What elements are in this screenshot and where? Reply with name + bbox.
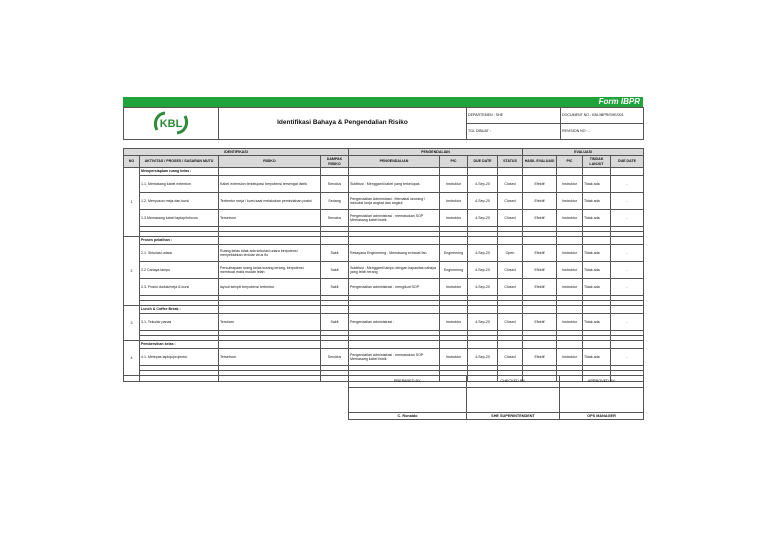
hasil-evaluasi-cell: Efektif <box>523 176 557 193</box>
blank-cell <box>583 237 611 245</box>
dampak-cell: Serodus <box>321 349 349 366</box>
status-cell: Open <box>498 245 523 262</box>
risiko-cell: Terbentur meja / kursi saat melakukan pemindahan posisi <box>219 193 321 210</box>
blank-cell <box>349 306 440 314</box>
table-row <box>124 279 644 296</box>
dampak-cell: Sakit <box>321 262 349 279</box>
pic-evaluasi-cell: Instruktur <box>557 193 583 210</box>
blank-cell <box>219 237 321 245</box>
blank-cell <box>140 376 219 382</box>
departemen-field: DEPARTEMEN : SHE <box>467 108 561 124</box>
pic-evaluasi-cell: Instruktur <box>557 279 583 296</box>
pic-evaluasi-cell: Instruktur <box>557 176 583 193</box>
status-cell: Closed <box>498 314 523 331</box>
aktivitas-cell: 1.1. Memasang kabel extention <box>140 176 219 193</box>
due-date-cell: 4-Sep-20 <box>468 176 498 193</box>
prepared-by-label: PREPARED BY, <box>349 376 467 388</box>
col-header-no: NO <box>124 156 140 168</box>
blank-cell <box>440 237 468 245</box>
pic-cell: Instruktur <box>440 193 468 210</box>
hasil-evaluasi-cell: Efektif <box>523 193 557 210</box>
pic-cell: Instruktur <box>440 210 468 227</box>
col-header-pengendalian: PENGENDALIAN <box>349 156 440 168</box>
pengendalian-cell: Pengendalian administrasi : memasukan SOP Memasang kabel listrik <box>349 210 440 227</box>
dampak-cell: Sedang <box>321 193 349 210</box>
pic-cell: Instruktur <box>440 279 468 296</box>
blank-cell <box>557 237 583 245</box>
aktivitas-cell: 1.2. Menyusun meja dan kursi <box>140 193 219 210</box>
prepared-signature-space <box>349 388 467 413</box>
prepared-by-name: C. Ronaldo <box>349 413 467 420</box>
col-header-aktivitas: AKTIVITAS / PROSES / SASARAN MUTU <box>140 156 219 168</box>
blank-cell <box>498 168 523 176</box>
approved-by-label: APPROVED BY <box>560 376 644 388</box>
hasil-evaluasi-cell: Efektif <box>523 210 557 227</box>
dampak-cell: Sakit <box>321 279 349 296</box>
document-no-field: DOCUMENT NO : KBL/IBPR/SHE/001 <box>561 108 644 124</box>
section-title-row <box>124 306 644 314</box>
approved-by-name: OPS MANAGER <box>560 413 644 420</box>
hasil-evaluasi-cell: Efektif <box>523 245 557 262</box>
due-date-cell: 4-Sep-20 <box>468 314 498 331</box>
blank-cell <box>321 168 349 176</box>
blank-cell <box>321 306 349 314</box>
pengendalian-cell: Subtitusi : Mengganti lampu dengan kapasitas cahaya yang lebih terang <box>349 262 440 279</box>
blank-cell <box>523 306 557 314</box>
col-header-due-date-evaluasi: DUE DATE <box>611 156 644 168</box>
table-row <box>124 210 644 227</box>
blank-cell <box>349 168 440 176</box>
col-header-tindak-lanjut: TINDAK LANJUT <box>583 156 611 168</box>
due-date-evaluasi-cell: - <box>611 262 644 279</box>
pic-evaluasi-cell: Instruktur <box>557 314 583 331</box>
form-label-bar <box>123 97 643 107</box>
risiko-cell: Pencahayaan ruang kelas kurang terang, berpotensi membuat mata mudah lelah <box>219 262 321 279</box>
blank-cell <box>468 237 498 245</box>
section-title-row <box>124 237 644 245</box>
due-date-evaluasi-cell: - <box>611 193 644 210</box>
header-table <box>123 107 644 140</box>
ibpr-table <box>123 148 644 382</box>
checked-by-name: SHE SUPERINTENDENT <box>467 413 560 420</box>
risiko-cell: Kabel extension terkelupas/ berpotensi tersengat listrik <box>219 176 321 193</box>
blank-cell <box>219 306 321 314</box>
due-date-cell: 4-Sep-20 <box>468 193 498 210</box>
tindak-lanjut-cell: Tidak ada <box>583 279 611 296</box>
due-date-cell: 4-Sep-20 <box>468 210 498 227</box>
dampak-cell: Sakit <box>321 314 349 331</box>
table-row <box>124 245 644 262</box>
pic-evaluasi-cell: Instruktur <box>557 210 583 227</box>
blank-cell <box>557 168 583 176</box>
risiko-cell: Tersetrum <box>219 210 321 227</box>
aktivitas-cell: 2.2 Cahaya lampu <box>140 262 219 279</box>
status-cell: Closed <box>498 193 523 210</box>
group-header-evaluasi: EVALUASI <box>523 149 644 156</box>
aktivitas-cell: 2.3. Posisi duduk/meja & kursi <box>140 279 219 296</box>
blank-cell <box>349 237 440 245</box>
approved-signature-space <box>560 388 644 413</box>
blank-cell <box>219 341 321 349</box>
pic-cell: Instruktur <box>440 176 468 193</box>
dampak-cell: Serodus <box>321 210 349 227</box>
dampak-cell: Sakit <box>321 245 349 262</box>
tindak-lanjut-cell: Tidak ada <box>583 193 611 210</box>
aktivitas-cell: 3.1. Teko/air panas <box>140 314 219 331</box>
kbl-logo-icon <box>151 110 191 136</box>
tindak-lanjut-cell: Tidak ada <box>583 349 611 366</box>
signature-block <box>348 375 644 420</box>
blank-cell <box>611 237 644 245</box>
pic-evaluasi-cell: Instruktur <box>557 262 583 279</box>
col-header-pic-evaluasi: PIC <box>557 156 583 168</box>
pic-evaluasi-cell: Instruktur <box>557 245 583 262</box>
tgl-dibuat-field: TGL DIBUAT : <box>467 124 561 140</box>
checked-by-label: CHECKED BY, <box>467 376 560 388</box>
pengendalian-cell: Rekayasa Engineering : Memasang exhaust fan <box>349 245 440 262</box>
pic-cell: Instruktur <box>440 314 468 331</box>
section-title-row <box>124 168 644 176</box>
section-title: Lunch & Coffee Break : <box>140 306 219 314</box>
blank-cell <box>583 306 611 314</box>
form-label: Form IBPR <box>598 97 640 106</box>
due-date-cell: 4-Sep-20 <box>468 279 498 296</box>
revision-no-field: REVISION NO : - <box>561 124 644 140</box>
due-date-cell: 4-Sep-20 <box>468 262 498 279</box>
due-date-cell: 4-Sep-20 <box>468 349 498 366</box>
risiko-cell: layout sempit berpotensi terbentur <box>219 279 321 296</box>
col-header-status: STATUS <box>498 156 523 168</box>
group-header-pengendalian: PENGENDALIAN <box>349 149 523 156</box>
aktivitas-cell: 2.1. Sirkulasi udara <box>140 245 219 262</box>
blank-cell <box>468 168 498 176</box>
risiko-cell: Tersiram <box>219 314 321 331</box>
blank-cell <box>468 306 498 314</box>
section-number: 3 <box>124 306 140 341</box>
section-number: 4 <box>124 341 140 376</box>
pengendalian-cell: Pengendalian administrasi : <box>349 314 440 331</box>
blank-cell <box>498 306 523 314</box>
status-cell: Closed <box>498 279 523 296</box>
col-header-risiko: RISIKO <box>219 156 321 168</box>
tindak-lanjut-cell: Tidak ada <box>583 176 611 193</box>
blank-cell <box>440 341 468 349</box>
pengendalian-cell: Pengendalian administrasi : mengikuti SOP <box>349 279 440 296</box>
section-number: 2 <box>124 237 140 306</box>
section-title: Proses pelatihan : <box>140 237 219 245</box>
dampak-cell: Serodus <box>321 176 349 193</box>
blank-cell <box>440 306 468 314</box>
pic-cell: Instruktur <box>440 349 468 366</box>
blank-cell <box>349 341 440 349</box>
status-cell: Closed <box>498 210 523 227</box>
due-date-cell: 4-Sep-20 <box>468 245 498 262</box>
blank-cell <box>321 237 349 245</box>
blank-cell <box>611 168 644 176</box>
document-title: Identifikasi Bahaya & Pengendalian Risiko <box>219 108 467 140</box>
due-date-evaluasi-cell: - <box>611 245 644 262</box>
tindak-lanjut-cell: Tidak ada <box>583 262 611 279</box>
section-title-row <box>124 341 644 349</box>
blank-cell <box>468 341 498 349</box>
tindak-lanjut-cell: Tidak ada <box>583 210 611 227</box>
tindak-lanjut-cell: Tidak ada <box>583 245 611 262</box>
svg-text:KBL: KBL <box>159 117 183 130</box>
due-date-evaluasi-cell: - <box>611 176 644 193</box>
blank-cell <box>321 376 349 382</box>
due-date-evaluasi-cell: - <box>611 210 644 227</box>
status-cell: Closed <box>498 349 523 366</box>
status-cell: Closed <box>498 176 523 193</box>
table-row <box>124 314 644 331</box>
table-row <box>124 349 644 366</box>
blank-cell <box>583 341 611 349</box>
hasil-evaluasi-cell: Efektif <box>523 314 557 331</box>
blank-cell <box>611 306 644 314</box>
due-date-evaluasi-cell: - <box>611 314 644 331</box>
blank-cell <box>583 168 611 176</box>
aktivitas-cell: 1.3.Memasang kabel laptop/Infocus <box>140 210 219 227</box>
blank-cell <box>557 306 583 314</box>
table-row <box>124 193 644 210</box>
blank-cell <box>523 341 557 349</box>
company-logo <box>124 108 219 140</box>
blank-cell <box>523 237 557 245</box>
pic-cell: Engineering <box>440 245 468 262</box>
blank-cell <box>321 341 349 349</box>
section-title: Pembersihan kelas : <box>140 341 219 349</box>
status-cell: Closed <box>498 262 523 279</box>
due-date-evaluasi-cell: - <box>611 349 644 366</box>
col-header-hasil: HASIL EVALUASI <box>523 156 557 168</box>
pengendalian-cell: Pengendalian administrasi : memasukan SOP Memasang kabel listrik <box>349 349 440 366</box>
blank-cell <box>611 341 644 349</box>
blank-cell <box>219 376 321 382</box>
pic-cell: Engineering <box>440 262 468 279</box>
hasil-evaluasi-cell: Efektif <box>523 279 557 296</box>
blank-cell <box>124 376 140 382</box>
ibpr-form <box>123 97 643 382</box>
hasil-evaluasi-cell: Efektif <box>523 349 557 366</box>
hasil-evaluasi-cell: Efektif <box>523 262 557 279</box>
col-header-pic: PIC <box>440 156 468 168</box>
blank-cell <box>498 341 523 349</box>
pengendalian-cell: Pengendalian Adminstrasi : Memakai seorang / instruksi kerja angkat dan angkut <box>349 193 440 210</box>
due-date-evaluasi-cell: - <box>611 279 644 296</box>
col-header-dampak: DAMPAK RISIKO <box>321 156 349 168</box>
blank-cell <box>557 341 583 349</box>
checked-signature-space <box>467 388 560 413</box>
pic-evaluasi-cell: Instruktur <box>557 349 583 366</box>
blank-cell <box>523 168 557 176</box>
tindak-lanjut-cell: Tidak ada <box>583 314 611 331</box>
table-row <box>124 176 644 193</box>
blank-cell <box>219 168 321 176</box>
col-header-due-date: DUE DATE <box>468 156 498 168</box>
risiko-cell: Ruang kelas tidak ada sirkulasi udara berpotensi menyebabkan tertular virus flu <box>219 245 321 262</box>
blank-cell <box>440 168 468 176</box>
group-header-identifikasi: IDENTIFIKASI <box>124 149 349 156</box>
aktivitas-cell: 4.1. Melepas laptop/projector <box>140 349 219 366</box>
pengendalian-cell: Subtitusi : Mengganti kabel yang terkelupas <box>349 176 440 193</box>
table-body <box>124 168 644 382</box>
section-title: Mempersiapkan ruang kelas : <box>140 168 219 176</box>
risiko-cell: Tersetrum <box>219 349 321 366</box>
blank-cell <box>498 237 523 245</box>
section-number: 1 <box>124 168 140 237</box>
table-row <box>124 262 644 279</box>
